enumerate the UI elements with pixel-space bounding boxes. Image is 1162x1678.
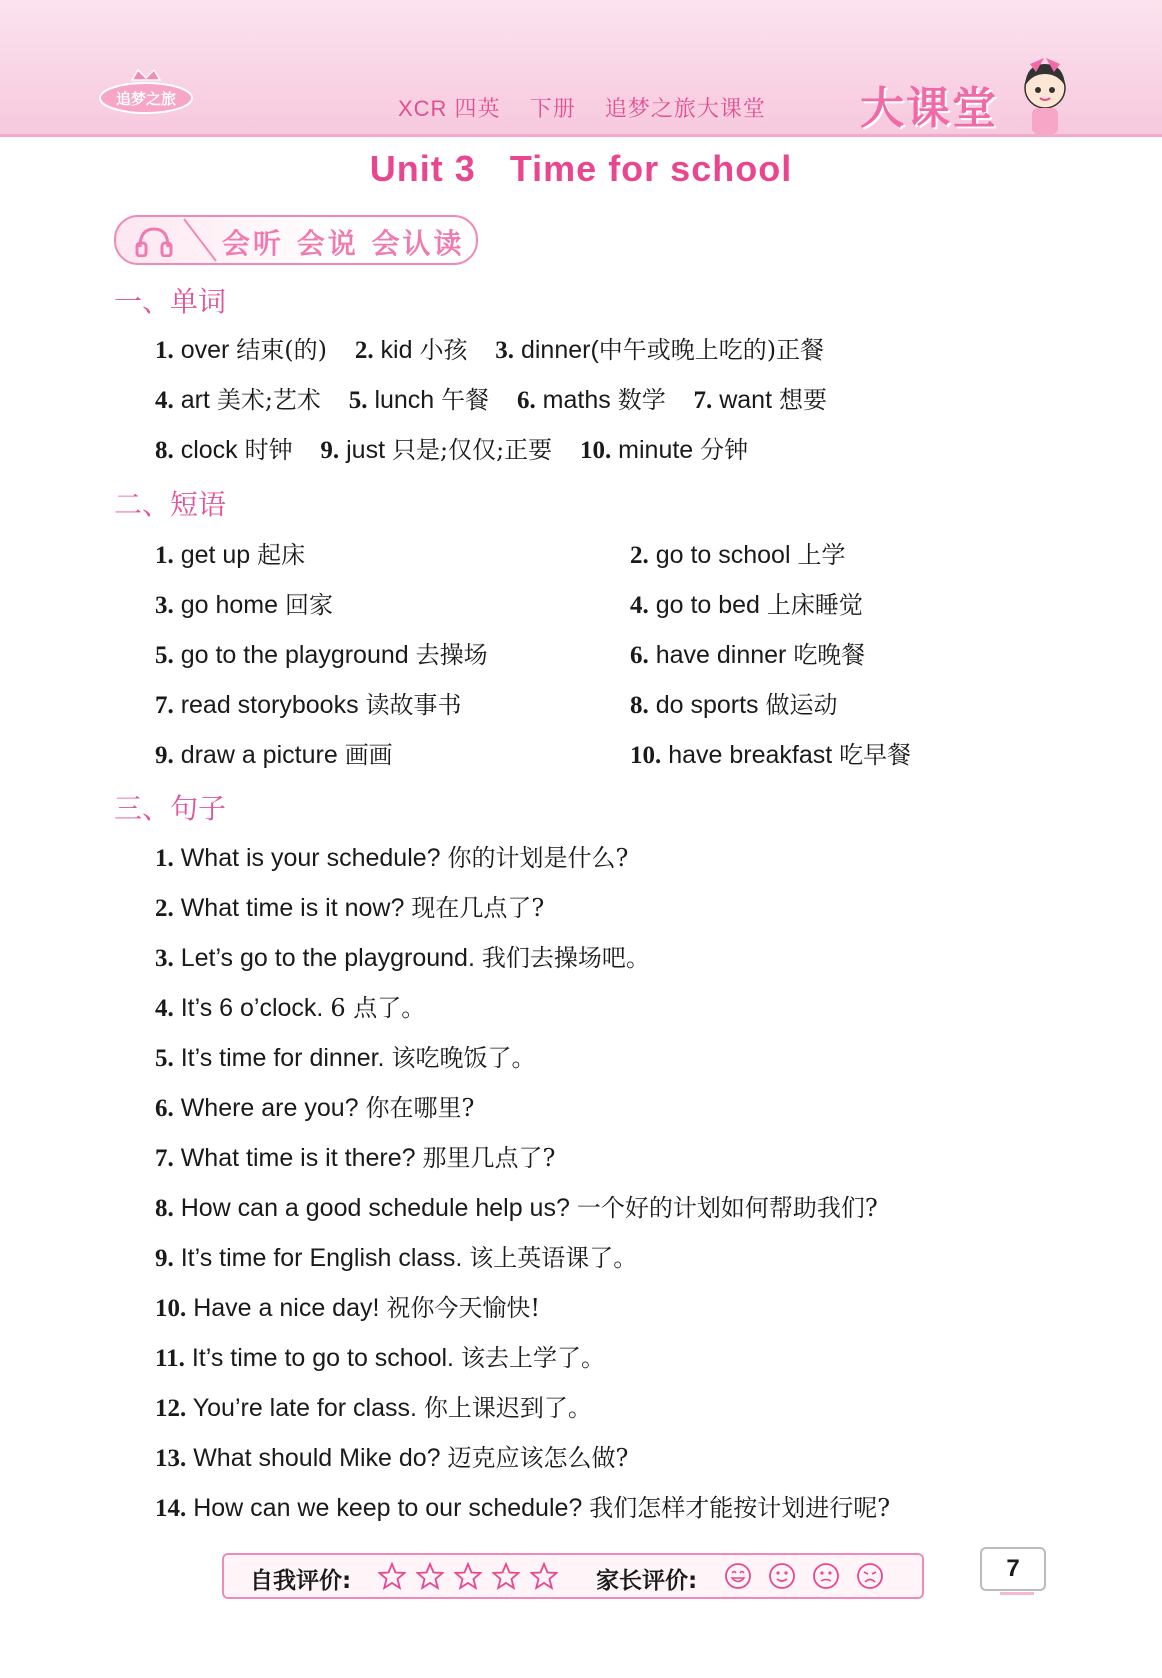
phrase-item bbox=[155, 635, 488, 670]
sentence-number: 14. bbox=[155, 1495, 187, 1522]
sentence-zh: 你的计划是什么? bbox=[447, 844, 629, 872]
phrase-number: 1. bbox=[155, 542, 174, 569]
sentence-zh: 现在几点了? bbox=[411, 894, 545, 922]
sentence-item bbox=[155, 1438, 628, 1473]
phrase-number: 7. bbox=[155, 692, 174, 719]
word-number: 1. bbox=[155, 337, 174, 364]
word-en: lunch bbox=[374, 386, 435, 414]
sentence-number: 8. bbox=[155, 1195, 174, 1222]
banner-slash-icon bbox=[180, 217, 220, 263]
sentence-zh: 你上课迟到了。 bbox=[423, 1394, 592, 1422]
word-en: clock bbox=[180, 436, 238, 464]
word-en: over bbox=[180, 336, 230, 364]
word-number: 10. bbox=[579, 437, 612, 464]
star-icon[interactable] bbox=[378, 1562, 406, 1590]
sentence-en: What time is it now? bbox=[180, 894, 405, 922]
word-zh: 结束(的) bbox=[236, 336, 328, 364]
sentence-en: Have a nice day! bbox=[193, 1294, 380, 1322]
word-zh: 中午或晚上吃的)正餐 bbox=[598, 336, 825, 364]
sentence-zh: 那里几点了? bbox=[422, 1144, 556, 1172]
unit-name: Time for school bbox=[509, 148, 793, 189]
phrase-item bbox=[155, 685, 462, 720]
star-icon[interactable] bbox=[416, 1562, 444, 1590]
sentence-en: Where are you? bbox=[180, 1094, 359, 1122]
sentence-en: It’s time for English class. bbox=[180, 1244, 463, 1272]
word-zh: 数学 bbox=[617, 386, 666, 414]
phrase-zh: 上学 bbox=[797, 541, 846, 569]
phrase-en: go to the playground bbox=[180, 641, 409, 669]
phrase-number: 5. bbox=[155, 642, 174, 669]
word-number: 7. bbox=[693, 387, 713, 414]
sentence-zh: 该吃晚饭了。 bbox=[391, 1044, 536, 1072]
phrase-zh: 去操场 bbox=[415, 641, 488, 669]
smile-face-icon[interactable] bbox=[768, 1562, 796, 1590]
section-heading-words: 一、单词 bbox=[114, 285, 227, 318]
word-zh: 美术;艺术 bbox=[216, 386, 321, 414]
brand-left-text: 追梦之旅 bbox=[115, 90, 177, 108]
sentence-item bbox=[155, 1188, 878, 1223]
phrase-item bbox=[630, 585, 863, 620]
sentence-item bbox=[155, 1238, 637, 1273]
word-zh: 小孩 bbox=[419, 336, 468, 364]
phrase-zh: 吃晚餐 bbox=[793, 641, 866, 669]
sentence-en: How can a good schedule help us? bbox=[180, 1194, 570, 1222]
sentence-en: It’s 6 o’clock. bbox=[180, 994, 324, 1022]
word-number: 6. bbox=[516, 387, 536, 414]
phrase-item bbox=[630, 635, 865, 670]
star-icon[interactable] bbox=[492, 1562, 520, 1590]
self-eval-label: 自我评价: bbox=[250, 1568, 352, 1594]
word-en: minute bbox=[618, 436, 694, 464]
sentence-item bbox=[155, 1488, 890, 1523]
phrase-zh: 吃早餐 bbox=[839, 741, 912, 769]
word-row-2 bbox=[155, 380, 827, 415]
sentence-number: 2. bbox=[155, 895, 174, 922]
sentence-item bbox=[155, 1088, 474, 1123]
sentence-number: 12. bbox=[155, 1395, 187, 1422]
sentence-number: 3. bbox=[155, 945, 174, 972]
phrase-item bbox=[155, 535, 305, 570]
phrase-en: get up bbox=[180, 541, 251, 569]
word-number: 3. bbox=[495, 337, 514, 364]
unit-number: Unit 3 bbox=[369, 148, 476, 189]
sentence-en: What time is it there? bbox=[180, 1144, 416, 1172]
phrase-number: 8. bbox=[630, 692, 649, 719]
phrase-en: go home bbox=[180, 591, 278, 619]
sentence-number: 6. bbox=[155, 1095, 174, 1122]
banner-text: 会听 会说 会认读 bbox=[222, 227, 465, 260]
word-en: dinner( bbox=[520, 336, 599, 364]
phrase-zh: 回家 bbox=[284, 591, 333, 619]
section-banner bbox=[114, 215, 478, 265]
unit-title bbox=[0, 148, 1162, 190]
sentence-en: Let’s go to the playground. bbox=[180, 944, 475, 972]
sentence-number: 7. bbox=[155, 1145, 174, 1172]
phrase-item bbox=[630, 735, 911, 770]
sentence-zh: 迈克应该怎么做? bbox=[447, 1444, 629, 1472]
word-en: art bbox=[180, 386, 210, 414]
sentence-number: 11. bbox=[155, 1345, 185, 1372]
phrase-en: have dinner bbox=[655, 641, 787, 669]
word-number: 4. bbox=[155, 387, 174, 414]
brand-right: 大课堂 bbox=[860, 83, 998, 134]
phrase-number: 9. bbox=[155, 742, 174, 769]
sentence-item bbox=[155, 1038, 535, 1073]
sentence-number: 10. bbox=[155, 1295, 187, 1322]
sentence-en: What is your schedule? bbox=[180, 844, 441, 872]
sentence-en: It’s time for dinner. bbox=[180, 1044, 385, 1072]
word-number: 2. bbox=[354, 337, 374, 364]
section-heading-phrases: 二、短语 bbox=[114, 488, 227, 521]
word-zh: 午餐 bbox=[441, 386, 490, 414]
evaluation-bar bbox=[222, 1553, 924, 1599]
phrase-en: have breakfast bbox=[668, 741, 833, 769]
sentence-item bbox=[155, 1338, 605, 1373]
sentence-zh: 一个好的计划如何帮助我们? bbox=[576, 1194, 878, 1222]
sentence-item bbox=[155, 988, 425, 1023]
phrase-number: 4. bbox=[630, 592, 649, 619]
phrase-zh: 做运动 bbox=[765, 691, 838, 719]
phrase-en: go to bed bbox=[655, 591, 760, 619]
word-row-1 bbox=[155, 330, 824, 365]
phrase-item bbox=[155, 735, 393, 770]
sentence-item bbox=[155, 1388, 592, 1423]
sentence-zh: 该上英语课了。 bbox=[469, 1244, 638, 1272]
sentence-item bbox=[155, 888, 544, 923]
section-heading-sentences: 三、句子 bbox=[114, 792, 227, 825]
word-zh: 分钟 bbox=[700, 436, 749, 464]
page-header bbox=[0, 0, 1162, 137]
sad-face-icon[interactable] bbox=[856, 1562, 884, 1590]
phrase-number: 10. bbox=[630, 742, 662, 769]
phrase-item bbox=[155, 585, 333, 620]
sentence-item bbox=[155, 938, 650, 973]
phrase-zh: 起床 bbox=[257, 541, 306, 569]
phrase-en: read storybooks bbox=[180, 691, 359, 719]
star-icon[interactable] bbox=[454, 1562, 482, 1590]
word-number: 8. bbox=[155, 437, 174, 464]
word-zh: 只是;仅仅;正要 bbox=[391, 436, 553, 464]
word-zh: 时钟 bbox=[244, 436, 293, 464]
phrase-item bbox=[630, 685, 838, 720]
phrase-number: 3. bbox=[155, 592, 174, 619]
cartoon-girl-icon bbox=[1010, 52, 1080, 134]
phrase-zh: 画画 bbox=[344, 741, 393, 769]
phrase-en: do sports bbox=[655, 691, 759, 719]
page-number-underline bbox=[1000, 1592, 1034, 1595]
phrase-number: 6. bbox=[630, 642, 649, 669]
phrase-en: draw a picture bbox=[180, 741, 338, 769]
sentence-number: 1. bbox=[155, 845, 174, 872]
header-subtitle bbox=[398, 92, 788, 123]
phrase-en: go to school bbox=[655, 541, 791, 569]
word-en: want bbox=[719, 386, 773, 414]
word-zh: 想要 bbox=[778, 386, 827, 414]
sentence-zh: 祝你今天愉快! bbox=[386, 1294, 541, 1322]
sentence-number: 9. bbox=[155, 1245, 174, 1272]
sentence-number: 13. bbox=[155, 1445, 187, 1472]
word-number: 5. bbox=[348, 387, 368, 414]
headphones-icon bbox=[134, 225, 174, 257]
sentence-zh: 6 点了。 bbox=[330, 994, 426, 1022]
neutral-face-icon[interactable] bbox=[812, 1562, 840, 1590]
sentence-item bbox=[155, 838, 628, 873]
sentence-en: It’s time to go to school. bbox=[191, 1344, 454, 1372]
brand-logo-icon bbox=[96, 62, 196, 120]
sentence-zh: 该去上学了。 bbox=[460, 1344, 605, 1372]
page-number: 7 bbox=[980, 1547, 1046, 1591]
sentence-zh: 我们去操场吧。 bbox=[481, 944, 650, 972]
phrase-item bbox=[630, 535, 845, 570]
series-label: XCR 四英 bbox=[398, 96, 501, 121]
phrase-zh: 上床睡觉 bbox=[766, 591, 863, 619]
phrase-number: 2. bbox=[630, 542, 649, 569]
word-number: 9. bbox=[320, 437, 340, 464]
sentence-zh: 你在哪里? bbox=[365, 1094, 475, 1122]
sentence-zh: 我们怎样才能按计划进行呢? bbox=[589, 1494, 891, 1522]
sentence-en: You’re late for class. bbox=[192, 1394, 417, 1422]
book-subtitle: 追梦之旅大课堂 bbox=[604, 96, 766, 121]
sentence-item bbox=[155, 1138, 555, 1173]
sentence-en: What should Mike do? bbox=[193, 1444, 441, 1472]
star-icon[interactable] bbox=[530, 1562, 558, 1590]
sentence-number: 5. bbox=[155, 1045, 174, 1072]
sentence-number: 4. bbox=[155, 995, 174, 1022]
word-en: just bbox=[346, 436, 386, 464]
parent-eval-label: 家长评价: bbox=[596, 1568, 698, 1594]
word-en: kid bbox=[380, 336, 413, 364]
sentence-en: How can we keep to our schedule? bbox=[193, 1494, 583, 1522]
volume-label: 下册 bbox=[529, 96, 576, 121]
word-en: maths bbox=[542, 386, 611, 414]
phrase-zh: 读故事书 bbox=[365, 691, 462, 719]
happy-face-icon[interactable] bbox=[724, 1562, 752, 1590]
sentence-item bbox=[155, 1288, 540, 1323]
word-row-3 bbox=[155, 430, 748, 465]
